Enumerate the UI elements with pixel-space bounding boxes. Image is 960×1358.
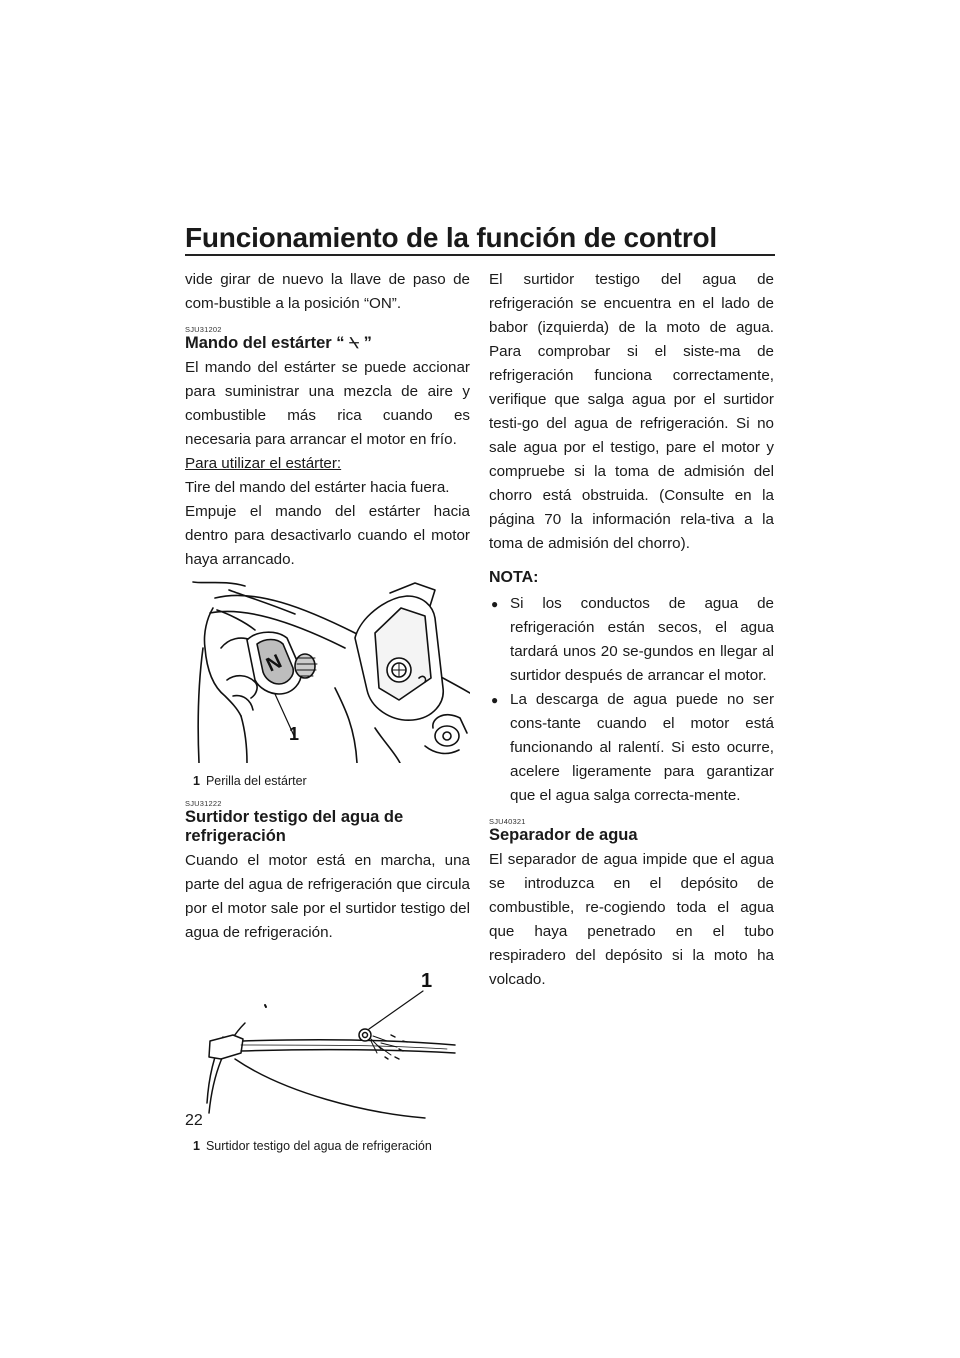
pilot-heading: Surtidor testigo del agua de refrigeración	[185, 808, 404, 845]
choke-caption-number: 1	[193, 774, 200, 788]
choke-step-1: Tire del mando del estárter hacia fuera.	[185, 479, 450, 496]
bullet-dot-icon: ●	[491, 693, 499, 707]
page-number: 22	[185, 1112, 203, 1129]
section-code: SJU31202	[185, 325, 222, 334]
note-bullet	[489, 688, 774, 808]
choke-step-2: Empuje el mando del estárter hacia dentro para desactivarlo cuando el motor haya arrancado.	[185, 503, 470, 568]
pilot-caption-number: 1	[193, 1139, 200, 1153]
choke-caption-text: Perilla del estárter	[205, 774, 307, 788]
choke-heading: Mando del estárter “ ⍀ ”	[185, 334, 372, 352]
left-column	[185, 268, 470, 1154]
pilot-caption-text: Surtidor testigo del agua de refrigeración	[205, 1139, 432, 1153]
pilot-figure	[185, 963, 470, 1154]
pilot-outlet-illustration	[185, 963, 470, 1128]
right-column	[489, 268, 774, 992]
section-code: SJU40321	[489, 817, 526, 826]
choke-paragraph: El mando del estárter se puede accionar para suministrar una mezcla de aire y combustible más rica cuando es necesaria para arrancar el motor en frío.	[185, 359, 470, 448]
separator-paragraph: El separador de agua impide que el agua se introduzca en el depósito de combustible, re-cogiendo toda el agua que haya penetrado en el tubo respiradero del depósito si la moto ha volcado.	[489, 851, 774, 988]
svg-text:N: N	[262, 650, 286, 677]
pilot-callout-number: 1	[421, 970, 433, 992]
pilot-continued-paragraph: El surtidor testigo del agua de refrigeración se encuentra en el lado de babor (izquierda) de la moto de agua. Para comprobar si el siste-ma de refrigeración funciona correctamente, verifique que salga agua por el surtidor testi-go del agua de refrigeración. Si no sale agua por el testigo, pare el motor y compruebe si la toma de admisión del chorro está obstruida. (Consulte en la página 70 la información rela-tiva a la toma de admisión del chorro).	[489, 271, 774, 552]
note-bullet	[489, 592, 774, 688]
note-bullet-text: Si los conductos de agua de refrigeración están secos, el agua tardará unos 20 se-gundos en llegar al surtidor después de arrancar el motor.	[510, 595, 774, 684]
choke-figure-caption	[185, 773, 470, 789]
intro-paragraph: vide girar de nuevo la llave de paso de com-bustible a la posición “ON”.	[185, 271, 470, 312]
separator-heading: Separador de agua	[489, 826, 638, 844]
choke-figure	[185, 578, 470, 789]
section-code: SJU31222	[185, 799, 222, 808]
page-title: Funcionamiento de la función de control	[185, 222, 717, 253]
note-bullet-text: La descarga de agua puede no ser cons-tante cuando el motor está funcionando al ralentí. Si esto ocurre, acelere ligeramente para garantizar que el agua salga correcta-mente.	[510, 691, 774, 804]
choke-subheading: Para utilizar el estárter:	[185, 455, 342, 472]
note-title: NOTA:	[489, 569, 539, 586]
pilot-paragraph: Cuando el motor está en marcha, una parte del agua de refrigeración que circula por el motor sale por el surtidor testigo del agua de refrigeración.	[185, 852, 470, 941]
pilot-figure-caption	[185, 1138, 470, 1154]
choke-callout-number: 1	[289, 724, 300, 744]
title-rule	[185, 254, 775, 256]
bullet-dot-icon: ●	[491, 597, 499, 611]
choke-knob-illustration	[185, 578, 470, 763]
